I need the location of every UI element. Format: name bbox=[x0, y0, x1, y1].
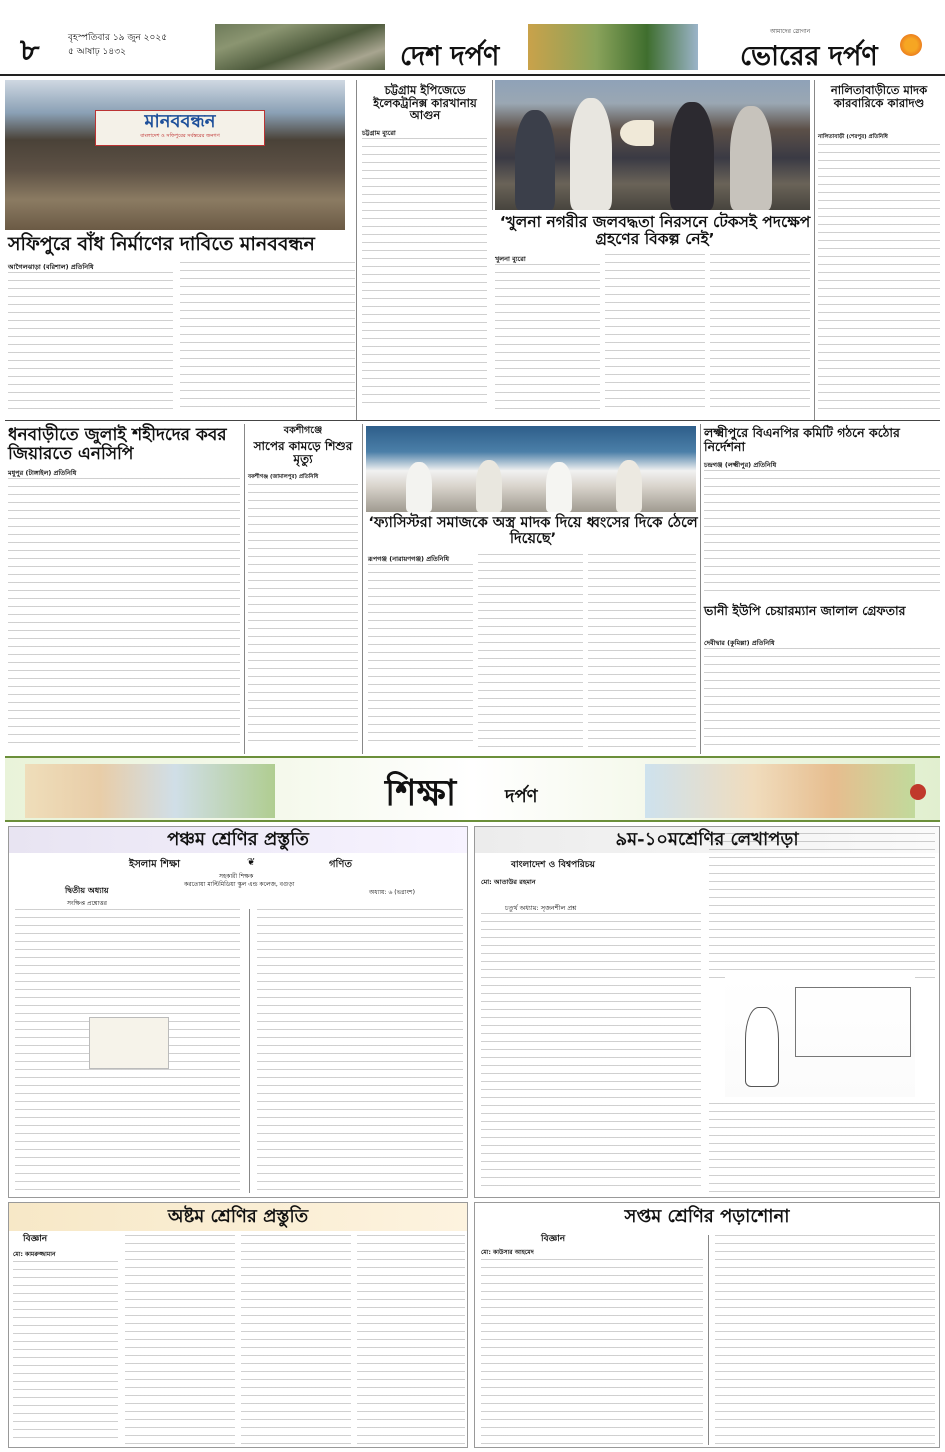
person-figure bbox=[570, 98, 612, 210]
class9-title: ৯ম-১০মশ্রেণির লেখাপড়া bbox=[615, 829, 799, 850]
person-figure bbox=[616, 460, 642, 512]
class9-chapter: চতুর্থ অধ্যায়: সৃজনশীল প্রশ্ন bbox=[505, 904, 577, 912]
masthead bbox=[0, 0, 945, 76]
person-figure bbox=[476, 460, 502, 512]
body-fascist-2 bbox=[478, 554, 583, 748]
headline-fascist: ‘ফ্যাসিস্টরা সমাজকে অস্ত্র মাদক দিয়ে ধ্বংসের দিকে ঠেলে দিয়েছে’ bbox=[368, 515, 698, 547]
class5-subject-left: ইসলাম শিক্ষা bbox=[129, 859, 180, 870]
person-figure bbox=[670, 102, 714, 210]
headline-flood-protest: সফিপুরে বাঁধ নির্মাণের দাবিতে মানববন্ধন bbox=[8, 233, 315, 255]
divider bbox=[700, 424, 701, 754]
protest-banner-text: মানববন্ধন bbox=[144, 111, 216, 132]
person-figure bbox=[406, 462, 432, 512]
protest-banner-subtext: বাংলাদেশ ও সফিপুরের সর্বস্তরের জনগণ bbox=[140, 133, 220, 139]
class5-chapter: দ্বিতীয় অধ্যায় bbox=[65, 886, 109, 895]
megaphone-icon bbox=[620, 120, 654, 146]
headline-epz-fire: চট্টগ্রাম ইপিজেডে ইলেকট্রনিক্স কারখানায় আগুন bbox=[373, 83, 477, 123]
class8-mcq-1 bbox=[13, 1261, 118, 1445]
byline-khulna: খুলনা ব্যুরো bbox=[495, 255, 526, 263]
apple-icon bbox=[910, 784, 926, 800]
divider bbox=[356, 80, 357, 420]
body-khulna-3 bbox=[710, 254, 810, 414]
body-epz-fire bbox=[362, 138, 487, 410]
student-figure bbox=[745, 1007, 779, 1087]
byline-drug: নালিতাবাড়ী (শেরপুর) প্রতিনিধি bbox=[818, 134, 888, 140]
headline-bhani: ভানী ইউপি চেয়ারম্যান জালাল গ্রেফতার bbox=[704, 603, 906, 618]
body-flood-protest-1 bbox=[8, 272, 173, 412]
masthead-collage-right bbox=[528, 24, 698, 70]
masthead-collage-left bbox=[215, 24, 385, 70]
class5-title-bar bbox=[9, 827, 467, 853]
person-figure bbox=[546, 462, 572, 512]
class8-title: অষ্টম শ্রেণির প্রস্তুতি bbox=[167, 1206, 309, 1227]
class7-qa-1 bbox=[481, 1259, 703, 1445]
body-flood-protest-2 bbox=[180, 262, 355, 412]
body-drug bbox=[818, 144, 940, 414]
divider bbox=[5, 420, 940, 421]
class9-subject: বাংলাদেশ ও বিশ্বপরিচয় bbox=[511, 860, 595, 870]
meeting-photo bbox=[366, 426, 696, 512]
person-figure bbox=[730, 106, 772, 210]
headline-lakshmipur: লক্ষ্মীপুরে বিএনপির কমিটি গঠনে কঠোর নির্দেশনা bbox=[704, 425, 900, 454]
divider bbox=[814, 80, 815, 420]
education-banner-title: শিক্ষা bbox=[385, 772, 457, 814]
body-khulna-1 bbox=[495, 264, 600, 414]
class5-chapter-sub: সংক্ষিপ্ত প্রশ্নোত্তর bbox=[67, 900, 107, 907]
class9-box bbox=[474, 826, 940, 1198]
body-fascist-3 bbox=[588, 554, 696, 748]
class5-math-qa bbox=[257, 909, 463, 1193]
calligraphy-illustration bbox=[89, 1017, 169, 1069]
board-illustration bbox=[795, 987, 911, 1057]
class8-mcq-3 bbox=[241, 1235, 351, 1445]
khulna-photo bbox=[495, 80, 810, 210]
byline-flood-protest: আগৈলঝাড়া (বরিশাল) প্রতিনিধি bbox=[8, 263, 94, 271]
students-illustration-left bbox=[25, 764, 275, 818]
body-dhanbari bbox=[8, 478, 240, 748]
body-lakshmipur bbox=[704, 470, 940, 598]
education-banner bbox=[5, 756, 940, 822]
paper-name: ভোরের দর্পণ bbox=[740, 41, 878, 72]
page-number: ৮ bbox=[20, 33, 40, 68]
class7-qa-2 bbox=[715, 1235, 935, 1445]
divider bbox=[249, 909, 250, 1193]
headline-dhanbari: ধনবাড়ীতে জুলাই শহীদদের কবর জিয়ারতে এনসিপি bbox=[8, 425, 227, 464]
class9-qa-2 bbox=[709, 833, 935, 983]
body-bhani bbox=[704, 648, 940, 748]
class7-title-bar bbox=[475, 1203, 939, 1231]
byline-snake: বকশীগঞ্জ (জামালপুর) প্রতিনিধি bbox=[248, 474, 319, 480]
byline-epz-fire: চট্টগ্রাম ব্যুরো bbox=[362, 129, 396, 137]
class9-teacher: মো: আতাউর রহমান bbox=[481, 878, 536, 886]
divider bbox=[492, 80, 493, 210]
class7-box bbox=[474, 1202, 940, 1448]
students-illustration-right bbox=[645, 764, 915, 818]
teacher-illustration bbox=[725, 977, 915, 1097]
headline-snake: সাপের কামড়ে শিশুর মৃত্যু bbox=[253, 439, 353, 467]
headline-khulna: ‘খুলনা নগরীর জলবদ্ধতা নিরসনে টেকসই পদক্ষেপ গ্রহণের বিকল্প নেই’ bbox=[499, 213, 811, 249]
body-khulna-2 bbox=[605, 254, 705, 414]
protest-banner bbox=[95, 110, 265, 146]
byline-lakshmipur: চন্দ্রগঞ্জ (লক্ষ্মীপুর) প্রতিনিধি bbox=[704, 461, 777, 469]
class7-subject: বিজ্ঞান bbox=[541, 1234, 566, 1244]
class8-title-bar bbox=[9, 1203, 467, 1231]
class5-teacher: সহকারী শিক্ষক bbox=[219, 873, 254, 880]
class8-box bbox=[8, 1202, 468, 1448]
divider bbox=[708, 1235, 709, 1445]
section-title: দেশ দর্পণ bbox=[400, 41, 500, 72]
education-banner-subtitle: দর্পণ bbox=[505, 786, 538, 807]
class8-subject: বিজ্ঞান bbox=[23, 1234, 48, 1244]
class5-math-chapter: অধ্যায়: ৬ (ভগ্নাংশ) bbox=[369, 889, 415, 896]
date-line-2: ৫ আষাঢ় ১৪৩২ bbox=[68, 47, 126, 57]
class7-title: সপ্তম শ্রেণির পড়াশোনা bbox=[624, 1206, 790, 1227]
divider bbox=[244, 424, 245, 754]
paper-tagline: আমাদের স্লোগান bbox=[770, 28, 811, 35]
person-figure bbox=[515, 110, 555, 210]
class8-mcq-4 bbox=[357, 1235, 465, 1445]
byline-fascist: রূপগঞ্জ (নারায়ণগঞ্জ) প্রতিনিধি bbox=[368, 555, 450, 563]
body-snake bbox=[248, 484, 358, 748]
class8-mcq-2 bbox=[125, 1235, 235, 1445]
class9-qa-1 bbox=[481, 913, 701, 1193]
kicker-snake: বকশীগঞ্জে bbox=[283, 425, 323, 436]
divider bbox=[362, 424, 363, 754]
class8-teacher: মো: কামরুজ্জামান bbox=[13, 1251, 56, 1258]
date-line-1: বৃহস্পতিবার ১৯ জুন ২০২৫ bbox=[68, 33, 168, 43]
byline-bhani: দেবীদ্বার (কুমিল্লা) প্রতিনিধি bbox=[704, 639, 775, 647]
class5-title: পঞ্চম শ্রেণির প্রস্তুতি bbox=[167, 829, 309, 850]
body-fascist-1 bbox=[368, 564, 473, 748]
class5-school: করতোয়া মাল্টিমিডিয়া স্কুল এন্ড কলেজ, বগুড়া bbox=[184, 881, 295, 888]
protest-photo bbox=[5, 80, 345, 230]
ornament-icon: ❦ bbox=[247, 857, 256, 868]
class5-subject-right: গণিত bbox=[329, 859, 352, 870]
class9-qa-3 bbox=[709, 1103, 935, 1193]
byline-dhanbari: মধুপুর (টাঙ্গাইল) প্রতিনিধি bbox=[8, 469, 77, 477]
sun-logo-icon bbox=[900, 34, 922, 56]
class5-box bbox=[8, 826, 468, 1198]
headline-drug: নালিতাবাড়ীতে মাদক কারবারিকে কারাদণ্ড bbox=[830, 83, 928, 110]
class7-teacher: মো: কাউসার আহমেদ bbox=[481, 1249, 534, 1256]
